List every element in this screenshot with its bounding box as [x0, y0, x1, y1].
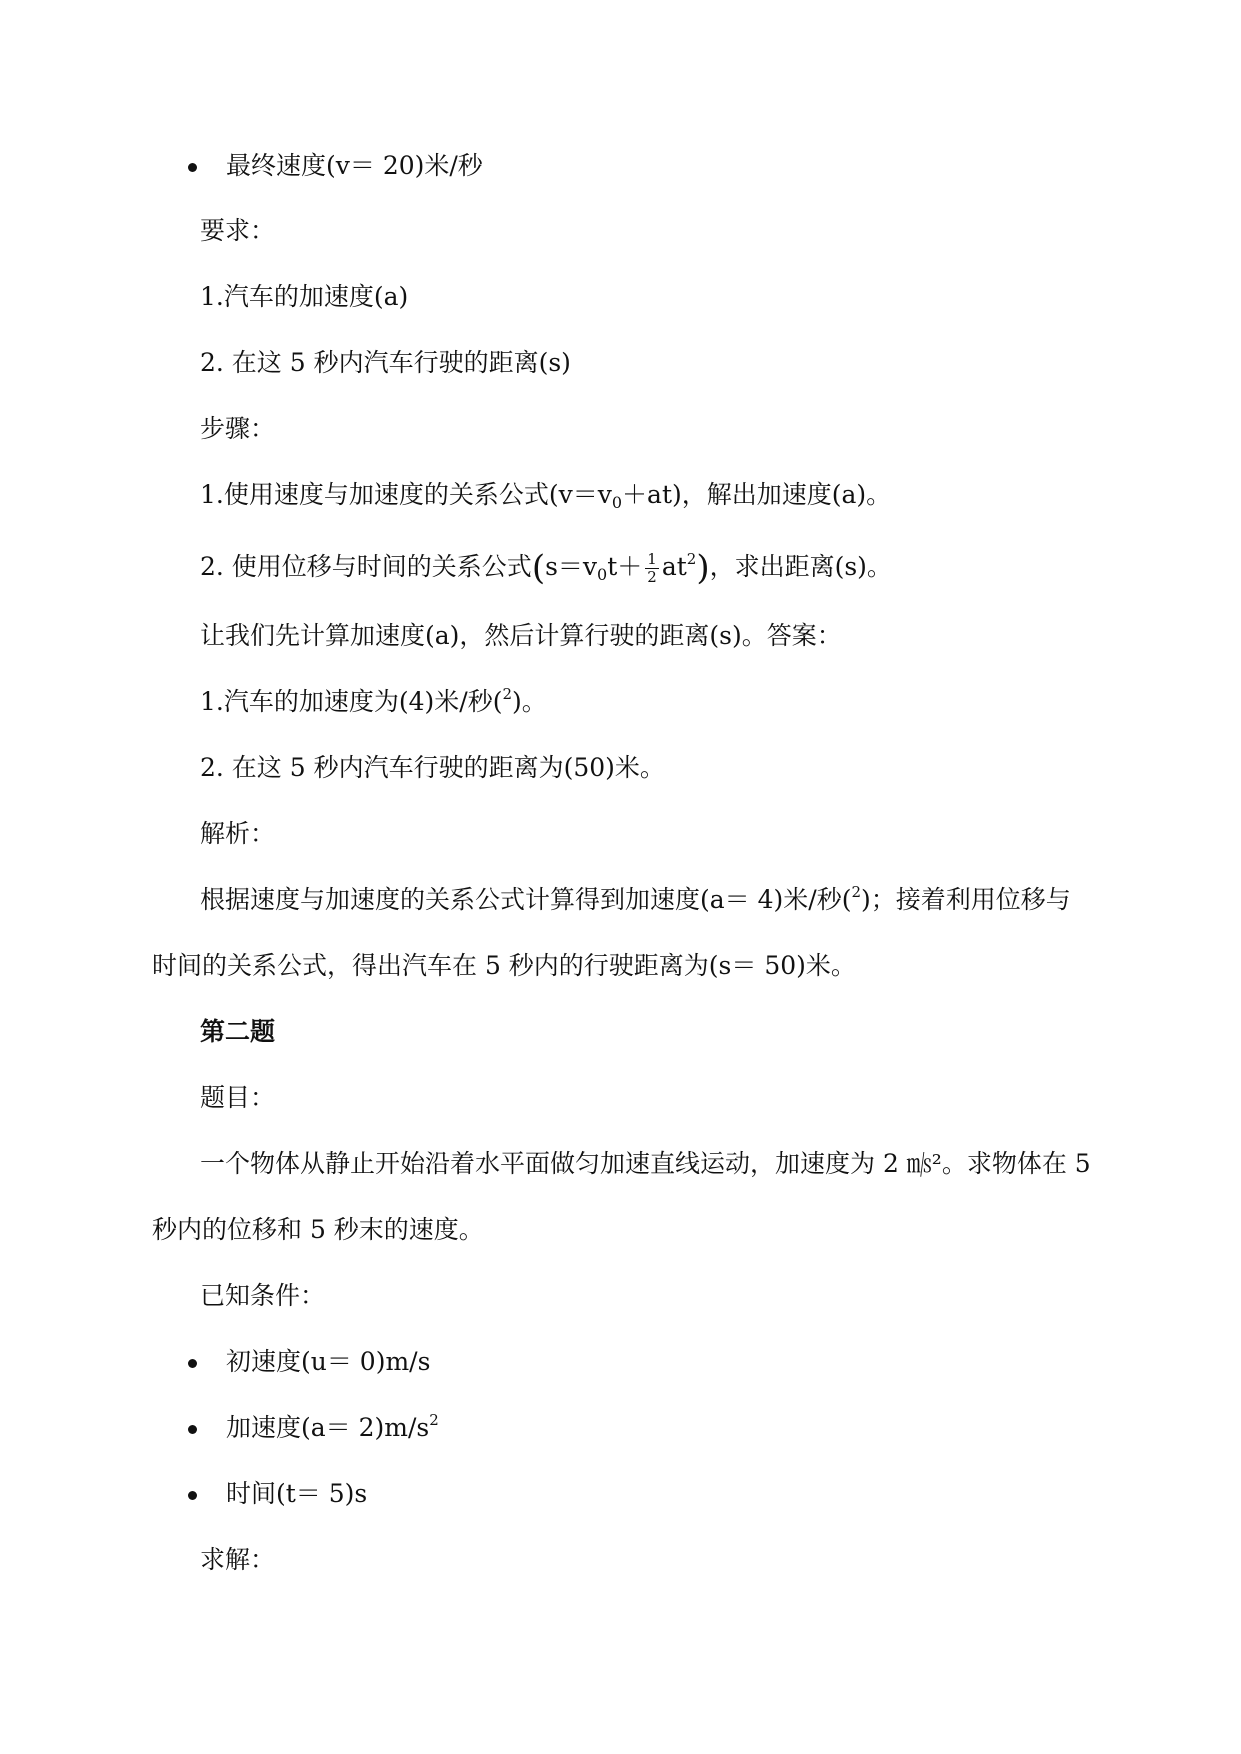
step-2-text-pre: 2. 使用位移与时间的关系公式	[200, 552, 532, 581]
requirements-label: 要求：	[200, 216, 276, 245]
step-2-formula-b: t＋	[607, 552, 643, 581]
calc-intro: 让我们先计算加速度(a)，然后计算行驶的距离(s)。答案：	[200, 621, 842, 650]
known-initial-velocity: 初速度(u＝ 0)m/s	[226, 1347, 431, 1376]
answer-1-text-pre: 1.汽车的加速度为(4)米/秒(	[200, 687, 503, 716]
step-2-superscript: 2	[686, 550, 697, 568]
analysis-line-2: 时间的关系公式，得出汽车在 5 秒内的行驶距离为(s＝ 50)米。	[152, 951, 856, 980]
known-acceleration	[226, 1411, 439, 1442]
question-2-heading: 第二题	[200, 1017, 276, 1046]
known-acceleration-text: 加速度(a＝ 2)m/s	[226, 1413, 430, 1442]
fraction-one-half	[645, 552, 659, 585]
step-1-text-post: ＋at)，解出加速度(a)。	[622, 480, 892, 509]
fraction-numerator: 1	[647, 550, 657, 568]
answer-2: 2. 在这 5 秒内汽车行驶的距离为(50)米。	[200, 753, 665, 782]
formula-close-paren: )	[696, 548, 710, 588]
step-1-text-pre: 1.使用速度与加速度的关系公式(v＝v	[200, 480, 612, 509]
requirement-2: 2. 在这 5 秒内汽车行驶的距离(s)	[200, 348, 571, 377]
requirement-1: 1.汽车的加速度(a)	[200, 282, 409, 311]
analysis-line-1	[200, 883, 1071, 914]
step-2-formula-c: at	[661, 552, 687, 581]
formula-open-paren: (	[531, 548, 546, 588]
step-2-subscript: 0	[597, 565, 608, 584]
answer-1-text-post: )。	[512, 687, 547, 716]
step-2-text-post: ，求出距离(s)。	[709, 552, 892, 581]
question-2-text-1: 一个物体从静止开始沿着水平面做匀加速直线运动，加速度为 2 ㎧²。求物体在 5	[200, 1149, 1091, 1178]
known-acceleration-superscript: 2	[429, 1411, 439, 1429]
bullet-icon	[188, 1425, 197, 1434]
answer-1-superscript: 2	[502, 685, 512, 703]
question-2-text-2: 秒内的位移和 5 秒末的速度。	[152, 1215, 484, 1244]
known-conditions-label: 已知条件：	[200, 1281, 326, 1310]
final-velocity-item: 最终速度(v＝ 20)米/秒	[226, 151, 483, 180]
bullet-icon	[188, 163, 197, 172]
bullet-icon	[188, 1491, 197, 1500]
step-2-formula-a: s＝v	[545, 552, 598, 581]
analysis-label: 解析：	[200, 819, 276, 848]
question-2-title-label: 题目：	[200, 1083, 276, 1112]
fraction-denominator: 2	[647, 568, 657, 586]
solve-label: 求解：	[200, 1545, 276, 1574]
analysis-1-text-pre: 根据速度与加速度的关系公式计算得到加速度(a＝ 4)米/秒(	[200, 885, 852, 914]
answer-1	[200, 685, 547, 716]
step-1	[200, 480, 892, 512]
analysis-1-text-post: )；接着利用位移与	[861, 885, 1071, 914]
known-time: 时间(t＝ 5)s	[226, 1479, 368, 1508]
step-2	[200, 548, 892, 588]
analysis-1-superscript: 2	[851, 883, 861, 901]
step-1-subscript: 0	[611, 493, 623, 512]
steps-label: 步骤：	[200, 414, 276, 443]
bullet-icon	[188, 1359, 197, 1368]
